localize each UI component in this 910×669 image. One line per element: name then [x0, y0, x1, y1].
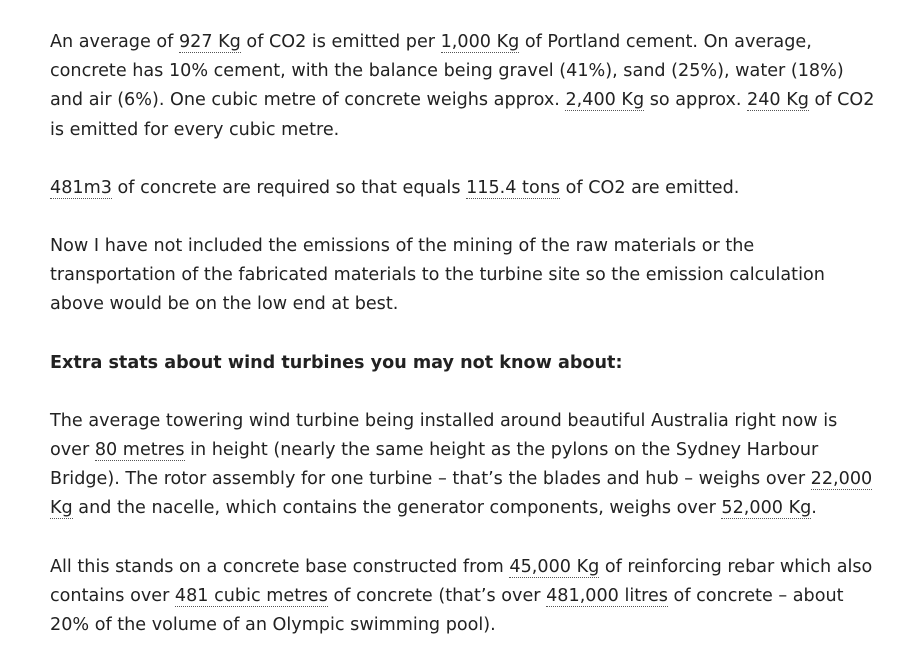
paragraph-turbine-stats [50, 407, 880, 524]
text-segment: of Portland cement. On average, concrete has 10% cement, with the balance being gravel (41%), sand (25%), water (18%) and air (6%). One cubic metre of concrete weighs approx. [50, 32, 844, 111]
text-segment: The average towering wind turbine being installed around beautiful Australia right now is over [50, 410, 838, 461]
paragraph-emissions-caveat [50, 232, 880, 320]
unit-conversion-term[interactable]: 1,000 Kg [440, 32, 520, 52]
unit-conversion-term[interactable]: 481m3 [50, 177, 112, 198]
text-segment: of CO2 is emitted for every cubic metre. [50, 90, 875, 140]
text-segment: . [811, 498, 817, 519]
article-body [50, 28, 880, 669]
text-segment: and the nacelle, which contains the generator components, weighs over [72, 498, 722, 519]
unit-conversion-term[interactable]: 481,000 litres [546, 585, 668, 606]
unit-conversion-term[interactable]: 115.4 tons [466, 177, 561, 198]
text-segment: of concrete – about 20% of the volume of an Olympic swimming pool). [50, 585, 844, 636]
paragraph-cement-emissions [50, 28, 880, 145]
text-segment: All this stands on a concrete base constructed from [50, 556, 510, 577]
text-segment: An average of [50, 32, 179, 52]
unit-conversion-term[interactable]: 240 Kg [747, 90, 809, 111]
text-segment: Now I have not included the emissions of the mining of the raw materials or the transportation of the fabricated materials to the turbine site so the emission calculation above would be on the low end at best. [50, 236, 825, 315]
section-heading [50, 349, 880, 378]
text-segment: in height (nearly the same height as the pylons on the Sydney Harbour Bridge). The rotor assembly for one turbine – that’s the blades and hub – weighs over [50, 440, 819, 490]
unit-conversion-term[interactable]: 22,000 Kg [50, 469, 873, 519]
text-segment: of CO2 is emitted per [240, 32, 441, 52]
unit-conversion-term[interactable]: 45,000 Kg [509, 556, 600, 577]
unit-conversion-term[interactable]: 927 Kg [178, 32, 241, 52]
text-segment: of CO2 are emitted. [560, 177, 740, 198]
unit-conversion-term[interactable]: 80 metres [94, 440, 185, 461]
text-segment: of concrete (that’s over [327, 585, 547, 606]
unit-conversion-term[interactable]: 52,000 Kg [721, 498, 812, 519]
text-segment: so approx. [644, 90, 748, 111]
unit-conversion-term[interactable]: 481 cubic metres [174, 585, 328, 606]
paragraph-foundation-stats [50, 553, 880, 641]
text-segment: of reinforcing rebar which also contains over [50, 556, 873, 606]
text-segment: of concrete are required so that equals [111, 177, 467, 198]
text-segment: Extra stats about wind turbines you may not know about: [50, 352, 623, 373]
paragraph-concrete-total [50, 174, 880, 203]
unit-conversion-term[interactable]: 2,400 Kg [565, 90, 645, 111]
